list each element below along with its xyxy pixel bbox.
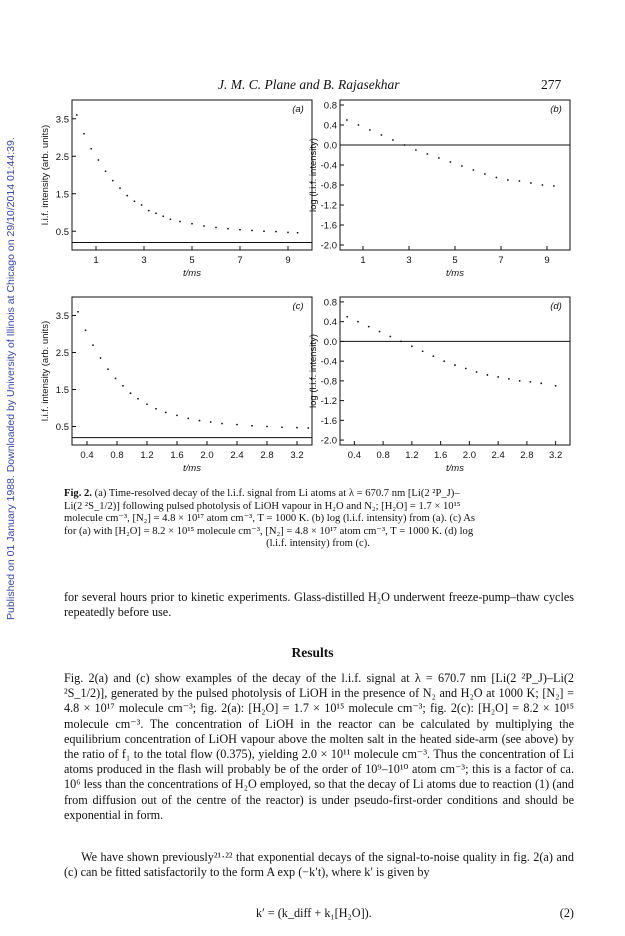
data-point [263, 230, 265, 232]
x-tick-label: 1.6 [434, 450, 448, 461]
data-point [239, 229, 241, 231]
page-number: 277 [541, 77, 562, 92]
data-point [275, 231, 277, 233]
data-point [369, 129, 371, 131]
x-tick-label: 1.2 [405, 450, 419, 461]
data-point [530, 381, 532, 383]
caption-line: Li(2 ²S_1/2)] following pulsed photolysis of LiOH vapour in H₂O and N₂; [H₂O] = 1.7 × 10¹⁵ [64, 500, 461, 512]
x-axis-label: t/ms [446, 268, 464, 279]
y-tick-label: -2.0 [320, 240, 337, 252]
data-point [203, 225, 205, 227]
data-point [507, 179, 509, 181]
data-point [433, 355, 435, 357]
data-point [346, 316, 348, 318]
data-point [100, 357, 102, 359]
paragraph-intro: for several hours prior to kinetic experiments. Glass-distilled H₂O underwent freeze-pump–thaw cycles repeatedly before use. [64, 590, 574, 620]
data-point [155, 212, 157, 214]
data-point [358, 124, 360, 126]
data-point [187, 417, 189, 419]
data-point [105, 170, 107, 172]
x-tick-label: 0.8 [376, 450, 390, 461]
y-tick-label: 0.5 [55, 226, 69, 238]
data-point [126, 195, 128, 197]
caption-line: (l.i.f. intensity) from (c). [266, 538, 370, 550]
data-point [486, 374, 488, 376]
data-point [496, 177, 498, 179]
data-point [519, 180, 521, 182]
data-point [553, 185, 555, 187]
data-point [141, 204, 143, 206]
data-point [77, 311, 79, 313]
data-point [465, 368, 467, 370]
running-title: J. M. C. Plane and B. Rajasekhar [218, 77, 400, 92]
x-tick-label: 3 [141, 255, 147, 266]
x-tick-label: 7 [498, 255, 504, 266]
data-point [148, 210, 150, 212]
data-point [400, 341, 402, 343]
equation-number: (2) [559, 906, 574, 920]
data-point [137, 398, 139, 400]
figure-caption [64, 488, 572, 551]
data-point [476, 371, 478, 373]
figure-2-svg [40, 92, 580, 484]
data-point [210, 421, 212, 423]
data-point [146, 403, 148, 405]
x-tick-label: 5 [189, 255, 195, 266]
data-point [112, 180, 114, 182]
x-tick-label: 2.8 [260, 450, 274, 461]
panel-label: (a) [292, 104, 304, 115]
figure-2 [40, 92, 580, 489]
data-point [296, 427, 298, 429]
x-tick-label: 3.2 [549, 450, 563, 461]
x-tick-label: 0.8 [110, 450, 124, 461]
data-point [368, 326, 370, 328]
panel-label: (b) [550, 104, 562, 115]
x-axis-label: t/ms [183, 463, 201, 474]
data-point [381, 134, 383, 136]
data-point [454, 364, 456, 366]
data-point [461, 165, 463, 167]
data-point [307, 427, 309, 429]
data-point [85, 329, 87, 331]
data-point [107, 368, 109, 370]
data-point [281, 426, 283, 428]
plot-frame [72, 297, 312, 445]
data-point [83, 133, 85, 135]
data-point [134, 200, 136, 202]
data-point [251, 425, 253, 427]
x-tick-label: 0.4 [80, 450, 94, 461]
y-tick-label: -1.2 [320, 396, 337, 408]
data-point [199, 420, 201, 422]
x-tick-label: 0.4 [347, 450, 361, 461]
caption-label: Fig. 2. [64, 488, 92, 499]
data-point [389, 336, 391, 338]
data-point [497, 376, 499, 378]
data-point [555, 385, 557, 387]
data-point [236, 424, 238, 426]
paragraph-fit: We have shown previously²¹·²² that exponential decays of the signal-to-noise quality in fig. 2(a) and (c) can be fitted satisfactorily to the form A exp (−k′t), where k′ is given by [64, 850, 574, 880]
data-point [122, 385, 124, 387]
y-tick-label: 3.5 [55, 114, 69, 126]
y-tick-label: 1.5 [55, 385, 69, 396]
data-point [473, 169, 475, 171]
x-tick-label: 5 [452, 255, 458, 266]
x-tick-label: 1 [360, 255, 366, 266]
data-point [155, 408, 157, 410]
data-point [519, 380, 521, 382]
data-point [251, 230, 253, 232]
data-point [162, 215, 164, 217]
x-tick-label: 3 [406, 255, 412, 266]
y-tick-label: 0.5 [55, 422, 69, 433]
y-axis-label: l.i.f. intensity (arb. units) [40, 124, 51, 226]
data-point [404, 144, 406, 146]
data-point [221, 423, 223, 425]
x-tick-label: 9 [544, 255, 550, 266]
x-axis-label: t/ms [446, 463, 464, 474]
plot-frame [340, 297, 570, 445]
y-tick-label: 0.0 [323, 336, 337, 348]
data-point [191, 223, 193, 225]
x-tick-label: 1.6 [170, 450, 184, 461]
data-point [530, 182, 532, 184]
plot-frame [340, 100, 570, 250]
x-tick-label: 9 [285, 255, 291, 266]
y-tick-label: 0.8 [323, 100, 337, 112]
y-tick-label: -2.0 [320, 435, 337, 447]
data-point [443, 360, 445, 362]
panel-label: (d) [550, 301, 562, 312]
plot-frame [72, 100, 312, 250]
data-point [346, 119, 348, 121]
x-tick-label: 3.2 [290, 450, 304, 461]
y-tick-label: 1.5 [55, 189, 69, 201]
data-point [484, 173, 486, 175]
data-point [115, 378, 117, 380]
data-point [540, 382, 542, 384]
x-tick-label: 7 [237, 255, 243, 266]
data-point [227, 228, 229, 230]
data-point [176, 415, 178, 417]
data-point [357, 321, 359, 323]
data-point [215, 227, 217, 229]
panel-label: (c) [292, 301, 304, 312]
data-point [422, 350, 424, 352]
y-tick-label: -1.2 [320, 200, 337, 212]
y-tick-label: -0.4 [320, 160, 337, 172]
section-heading: Results [291, 645, 334, 660]
y-tick-label: -0.8 [320, 180, 337, 192]
y-axis-label: l.i.f. intensity (arb. units) [40, 320, 51, 422]
data-point [170, 218, 172, 220]
y-tick-label: -1.6 [320, 220, 337, 232]
x-axis-label: t/ms [183, 268, 201, 279]
y-tick-label: 3.5 [55, 311, 69, 322]
data-point [90, 148, 92, 150]
data-point [130, 392, 132, 394]
y-tick-label: 2.5 [55, 151, 69, 163]
data-point [415, 149, 417, 151]
data-point [92, 344, 94, 346]
x-tick-label: 2.0 [200, 450, 214, 461]
y-tick-label: 0.8 [323, 297, 337, 309]
x-tick-label: 1 [93, 255, 99, 266]
data-point [542, 184, 544, 186]
caption-line: molecule cm⁻³, [N₂] = 4.8 × 10¹⁷ atom cm⁻³, T = 1000 K. (b) log (l.i.f. intensity) from (a). (c) As [64, 513, 476, 525]
y-tick-label: -0.8 [320, 376, 337, 388]
caption-line: for (a) with [H₂O] = 8.2 × 10¹⁵ molecule cm⁻³, [N₂] = 4.8 × 10¹⁷ atom cm⁻³, T = 1000 K. (d) log [64, 525, 474, 537]
equation-body: k′ = (k_diff + k₁[H₂O]). [256, 906, 372, 920]
x-tick-label: 2.4 [491, 450, 505, 461]
y-axis-label: log (l.i.f. intensity) [308, 334, 319, 408]
y-tick-label: 0.4 [323, 317, 337, 329]
data-point [438, 157, 440, 159]
caption-line: (a) Time-resolved decay of the l.i.f. signal from Li atoms at λ = 670.7 nm [Li(2 ²P_J)– [94, 488, 460, 499]
data-point [450, 161, 452, 163]
data-point [427, 153, 429, 155]
download-notice [0, 0, 22, 936]
y-tick-label: 0.0 [323, 140, 337, 152]
data-point [379, 331, 381, 333]
download-notice-text: Published on 01 January 1988. Downloaded by University of Illinois at Chicago on 29/10/2014 01:44:39. [5, 137, 17, 620]
data-point [76, 114, 78, 116]
data-point [297, 232, 299, 234]
data-point [165, 412, 167, 414]
data-point [266, 426, 268, 428]
y-tick-label: 2.5 [55, 348, 69, 359]
y-tick-label: 0.4 [323, 120, 337, 132]
paragraph-results: Fig. 2(a) and (c) show examples of the decay of the l.i.f. signal at λ = 670.7 nm [Li(2 ²P_J)–Li(2 ²S_1/2)], generated by the pulsed photolysis of LiOH in the presence of N₂ and H₂O at 1000 K; [N₂] = 4.8 × 10¹⁷ molecule cm⁻³; fig. 2(a): [H₂O] = 1.7 × 10¹⁵ molecule cm⁻³; fig. 2(c): [H₂O] = 8.2 × 10¹⁵ molecule cm⁻³. The concentration of LiOH in the reactor can be calculated by multiplying the equilibrium concentration of LiOH vapour above the molten salt in the heated side-arm (see above) by the ratio of f₁ to the total flow (0.375), yielding 2.0 × 10¹¹ molecule cm⁻³. Thus the concentration of Li atoms produced in the flash will probably be of the order of 10⁹–10¹⁰ atom cm⁻³; this is a factor of ca. 10⁶ less than the concentrations of H₂O employed, so that the decay of Li atoms due to reaction (1) (and from diffusion out of the centre of the reactor) is under pseudo-first-order conditions and should be exponential in form. [64, 671, 574, 822]
y-tick-label: -0.4 [320, 356, 337, 368]
x-tick-label: 2.8 [520, 450, 534, 461]
x-tick-label: 1.2 [140, 450, 154, 461]
data-point [119, 187, 121, 189]
data-point [179, 221, 181, 223]
data-point [508, 378, 510, 380]
data-point [98, 159, 100, 161]
x-tick-label: 2.0 [462, 450, 476, 461]
y-tick-label: -1.6 [320, 415, 337, 427]
y-axis-label: log (l.i.f. intensity) [308, 138, 319, 212]
data-point [411, 345, 413, 347]
data-point [287, 231, 289, 233]
data-point [392, 139, 394, 141]
x-tick-label: 2.4 [230, 450, 244, 461]
